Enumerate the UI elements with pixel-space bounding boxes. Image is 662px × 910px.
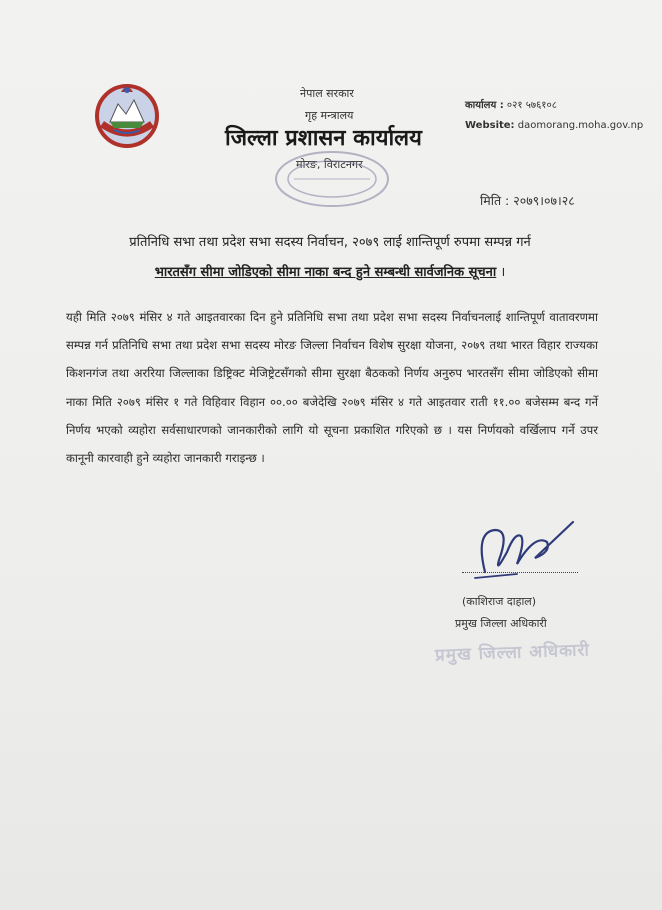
phone-number: ०२१ ५७६१०८ <box>506 100 557 111</box>
office-location: मोरङ, विराटनगर <box>296 158 363 171</box>
signature-line <box>462 572 578 573</box>
ministry-name: गृह मन्त्रालय <box>305 109 354 122</box>
headline-underlined: भारतसँग सीमा जोडिएको सीमा नाका बन्द हुने सम्बन्धी सार्वजनिक सूचना <box>154 265 497 280</box>
office-title: जिल्ला प्रशासन कार्यालय <box>225 125 422 151</box>
website-line <box>465 116 643 136</box>
notice-headline <box>70 228 590 288</box>
nepal-emblem-icon <box>88 78 166 150</box>
phone-label: कार्यालय : <box>465 100 504 111</box>
handwritten-signature <box>455 512 575 592</box>
headline-end: । <box>496 265 506 280</box>
notice-body: यही मिति २०७९ मंसिर ४ गते आइतवारका दिन हुने प्रतिनिधि सभा तथा प्रदेश सभा सदस्य निर्वाचनलाई शान्तिपूर्ण वातावरणमा सम्पन्न गर्न प्रतिनिधि सभा तथा प्रदेश सभा सदस्य मोरङ जिल्ला निर्वाचन विशेष सुरक्षा योजना, २०७९ तथा भारत विहार राज्यका किशनगंज तथा अररिया जिल्लाका डिष्ट्रिक्ट मेजिष्ट्रेटसँगको सीमा सुरक्षा बैठकको निर्णय अनुरुप भारतसँग सीमा जोडिएको सीमा नाका मिति २०७९ मंसिर १ गते विहिवार विहान ००.०० बजेदेखि २०७९ मंसिर ४ गते आइतवार राती ११.०० बजेसम्म बन्द गर्ने निर्णय भएको व्यहोरा सर्वसाधारणको जानकारीको लागि यो सूचना प्रकाशित गरिएको छ । यस निर्णयको वर्खिलाप गर्ने उपर कानूनी कारवाही हुने व्यहोरा जानकारी गराइन्छ । <box>66 310 598 466</box>
notice-date: मिति : २०७९।०७।२८ <box>480 193 575 208</box>
contact-block <box>465 96 643 136</box>
signatory-name: (काशिराज दाहाल) <box>462 595 537 608</box>
website-label: Website: <box>465 120 515 131</box>
signatory-title: प्रमुख जिल्ला अधिकारी <box>455 617 547 630</box>
designation-stamp: प्रमुख जिल्ला अधिकारी <box>434 640 591 666</box>
headline-line-1: प्रतिनिधि सभा तथा प्रदेश सभा सदस्य निर्वाचन, २०७९ लाई शान्तिपूर्ण रुपमा सम्पन्न गर्न <box>129 235 531 250</box>
website-url: daomorang.moha.gov.np <box>517 120 644 131</box>
headline-line-2 <box>70 258 590 288</box>
government-name: नेपाल सरकार <box>300 87 354 100</box>
office-seal-stamp <box>272 148 392 210</box>
phone-line <box>465 96 643 116</box>
